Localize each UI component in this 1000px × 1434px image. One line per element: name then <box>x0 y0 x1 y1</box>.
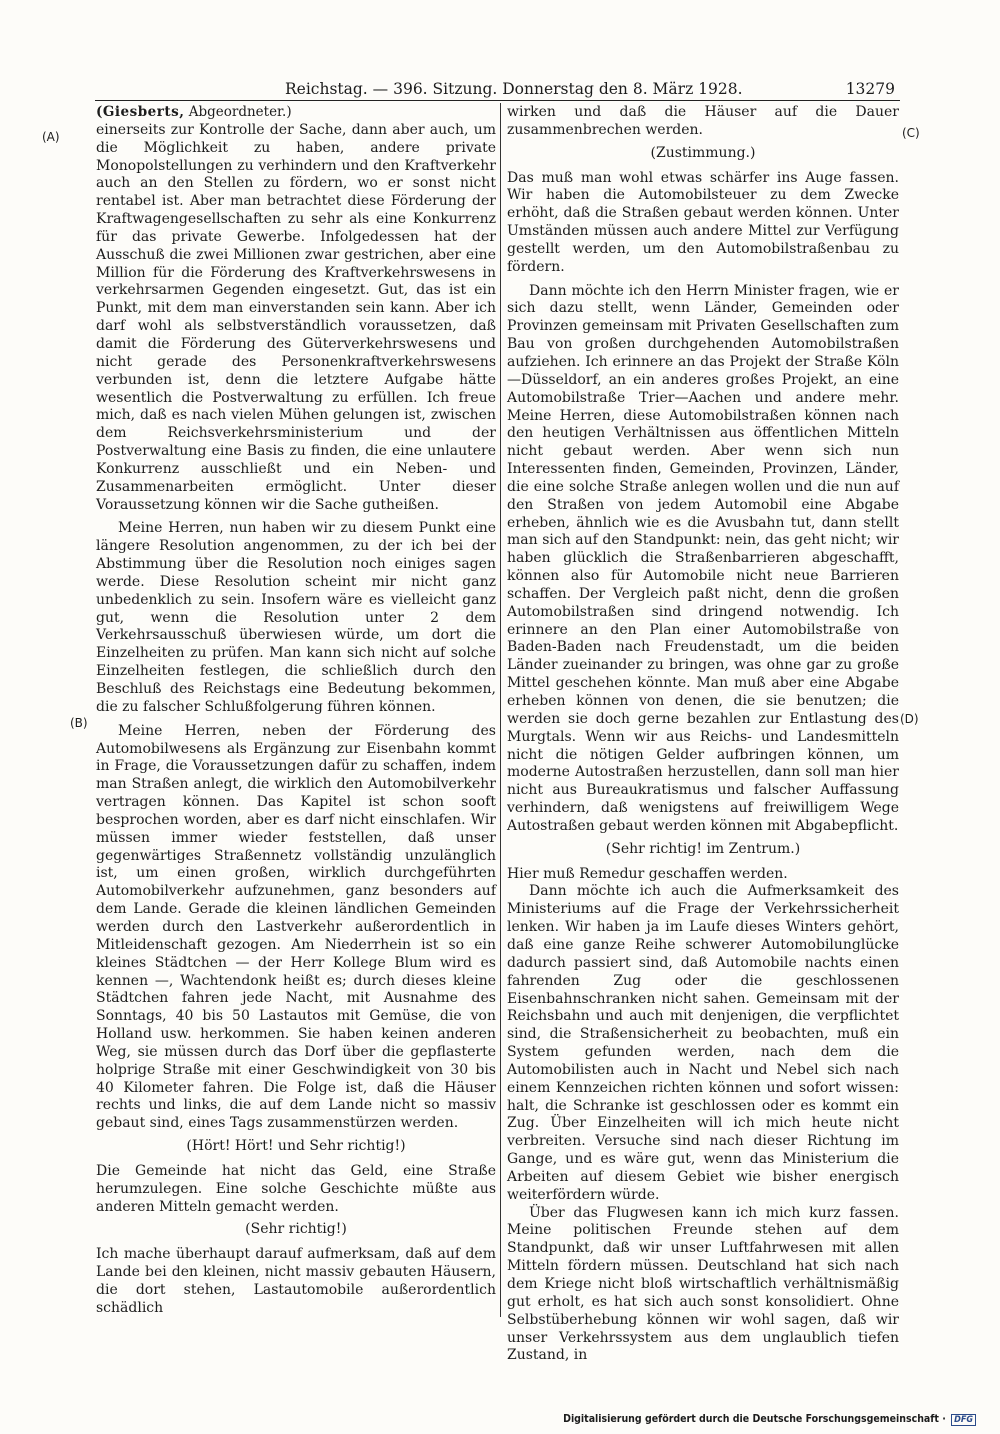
paragraph: Über das Flugwesen kann ich mich kurz fassen. Meine politischen Freunde stehen auf dem Standpunkt, daß wir unser Luftfahrwesen mit allen Mitteln fördern müssen. Deutschland hat sich nach dem Kriege nicht bloß wirtschaftlich verhältnismäßig gut erholt, es hat sich auch sonst konsolidiert. Ohne Selbstüberhebung können wir wohl sagen, daß wir unser Verkehrssystem aus dem unglaublich tiefen Zustand, in <box>507 1204 899 1364</box>
paragraph: Dann möchte ich auch die Aufmerksamkeit des Ministeriums auf die Frage der Verkehrssicherheit lenken. Wir haben ja im Laufe dieses Winters gehört, daß eine ganze Reihe schwerer Automobilunglücke dadurch passiert sind, daß Automobile nachts einen fahrenden Zug oder die geschlossenen Eisenbahnschranken nicht sahen. Gemeinsam mit der Reichsbahn und auch mit denjenigen, die verpflichtet sind, die Straßensicherheit zu beobachten, muß ein System gefunden werden, nach dem die Automobilisten auch in Nacht und Nebel sich nach einem Kennzeichen richten können und sofort wissen: halt, die Schranke ist geschlossen oder es kommt ein Zug. Über Einzelheiten will ich mich heute nicht verbreiten. Versuche sind nach dieser Richtung im Gange, und es wäre gut, wenn das Ministerium die Arbeiten auf diesem Gebiet wie bisher energisch weiterfördern würde. <box>507 883 899 1203</box>
speaker-line <box>96 104 496 122</box>
paragraph: Die Gemeinde hat nicht das Geld, eine Straße herumzulegen. Eine solche Geschichte müßte aus anderen Mitteln gemacht werden. <box>96 1162 496 1215</box>
running-title: Reichstag. — 396. Sitzung. Donnerstag den 8. März 1928. <box>285 80 743 98</box>
page-header <box>95 78 895 100</box>
footer-credit <box>563 1413 976 1426</box>
paragraph: Ich mache überhaupt darauf aufmerksam, daß auf dem Lande bei den kleinen, nicht massiv gebauten Häusern, die dort stehen, Lastautomobile außerordentlich schädlich <box>96 1246 496 1316</box>
interjection: (Zustimmung.) <box>650 144 756 161</box>
margin-marker-a: (A) <box>42 130 60 144</box>
paragraph: einerseits zur Kontrolle der Sache, dann aber auch, um die Möglichkeit zu haben, andere private Monopolstellungen zu verhindern und den Kraftverkehr auch an den Stellen zu fördern, wo er sonst nicht rentabel ist. Aber man betrachtet diese Förderung der Kraftwagengesellschaften zu sehr als eine Konkurrenz für das private Gewerbe. Infolgedessen hat der Ausschuß die zwei Millionen zwar gestrichen, aber eine Million für die Förderung des Kraftverkehrswesens in verkehrsarmen Gegenden eingesetzt. Gut, das ist ein Punkt, mit dem man einverstanden sein kann. Aber ich darf wohl als selbstverständlich voraussetzen, daß damit die Förderung des Güterverkehrswesens und nicht gerade des Personenkraftverkehrswesens verbunden ist, denn die letztere Aufgabe hätte wesentlich die Postverwaltung zu erfüllen. Ich freue mich, daß es nach vielen Mühen gelungen ist, zwischen dem Reichsverkehrsministerium und der Postverwaltung eine Basis zu finden, die eine unlautere Konkurrenz ausschließt und ein Neben- und Zusammenarbeiten ermöglicht. Unter dieser Voraussetzung können wir die Sache gutheißen. <box>96 121 496 513</box>
paragraph: Hier muß Remedur geschaffen werden. <box>507 865 788 882</box>
paragraph: Dann möchte ich den Herrn Minister fragen, wie er sich dazu stellt, wenn Länder, Gemeinden oder Provinzen gemeinsam mit Privaten Gesellschaften zum Bau von großen durchgehenden Automobilstraßen aufziehen. Ich erinnere an das Projekt der Straße Köln—Düsseldorf, an ein anderes großes Projekt, an eine Automobilstraße Trier—Aachen und andere mehr. Meine Herren, diese Automobilstraßen können nach den heutigen Verhältnissen aus öffentlichen Mitteln nicht gebaut werden. Aber wenn sich nun Interessenten finden, Gemeinden, Provinzen, Länder, die eine solche Straße anlegen wollen und die nun auf den Straßen von jedem Automobil eine Abgabe erheben, ähnlich wie es die Avusbahn tut, dann stellt man sich auf den Standpunkt: nein, das geht nicht; wir haben glücklich die Straßenbarrieren abgeschafft, können also für Automobile nicht neue Barrieren schaffen. Der Vergleich paßt nicht, denn die großen Automobilstraßen sind dringend notwendig. Ich erinnere an den Plan einer Automobilstraße von Baden-Baden nach Freudenstadt, um die beiden Länder zueinander zu bringen, was ohne gar zu große Mittel geschehen könnte. Man muß aber eine Abgabe erheben können von denen, die sie benutzen; die werden sie doch gerne bezahlen zur Entlastung des Murgtals. Wenn wir aus Reichs- und Landesmitteln nicht die nötigen Gelder aufbringen können, um moderne Autostraßen herzustellen, dann soll man hier nicht aus Bureaukratismus und falscher Auffassung verhindern, daß wenigstens auf freiwilligem Wege Autostraßen gebaut werden können mit Abgabepflicht. <box>507 282 899 834</box>
paragraph: Meine Herren, nun haben wir zu diesem Punkt eine längere Resolution angenommen, zu der ich bei der Abstimmung über die Resolution noch einiges sagen werde. Diese Resolution scheint mir nicht ganz unbedenklich zu sein. Insofern wäre es vielleicht ganz gut, wenn die Resolution unter 2 dem Verkehrsausschuß überwiesen würde, um dort die Einzelheiten zu prüfen. Man kann sich nicht auf solche Einzelheiten festlegen, die schließlich durch den Beschluß des Reichstags eine Bedeutung bekommen, die zu falscher Schlußfolgerung führen können. <box>96 520 496 715</box>
left-column <box>96 104 496 1318</box>
column-divider <box>500 103 501 1317</box>
paragraph: Das muß man wohl etwas schärfer ins Auge fassen. Wir haben die Automobilsteuer zu dem Zwecke erhöht, daß die Straßen gebaut werden können. Unter Umständen müssen auch andere Mittel zur Verfügung gestellt werden, um den Automobilstraßenbau zu fördern. <box>507 169 899 275</box>
paragraph: Meine Herren, neben der Förderung des Automobilwesens als Ergänzung zur Eisenbahn kommt in Frage, die Voraussetzungen dafür zu schaffen, indem man Straßen anlegt, die wirklich den Automobilverkehr vertragen können. Das Kapitel ist schon sooft besprochen worden, aber es darf nicht einschlafen. Wir müssen immer wieder feststellen, daß unser gegenwärtiges Straßennetz vollständig unzulänglich ist, um einen großen, wirklich durchgeführten Automobilverkehr aufzunehmen, ganz besonders auf dem Lande. Gerade die kleinen ländlichen Gemeinden werden durch den Lastverkehr außerordentlich in Mitleidenschaft gezogen. Am Niederrhein ist so ein kleines Städtchen — der Herr Kollege Blum wird es kennen —, Wachtendonk heißt es; durch dieses kleine Städtchen fahren jede Nacht, mit Ausnahme des Sonntags, 40 bis 50 Lastautos mit Gemüse, die von Holland usw. herkommen. Sie haben keinen anderen Weg, sie müssen durch das Dorf über die gepflasterte holprige Straße mit einer Geschwindigkeit von 30 bis 40 Kilometer fahren. Die Folge ist, daß die Häuser rechts und links, die auf dem Lande nicht so massiv gebaut sind, eines Tags zusammenstürzen werden. <box>96 722 496 1132</box>
interjection: (Hört! Hört! und Sehr richtig!) <box>186 1138 406 1155</box>
footer-text: Digitalisierung gefördert durch die Deutsche Forschungsgemeinschaft · <box>563 1413 946 1425</box>
interjection: (Sehr richtig!) <box>245 1221 347 1238</box>
margin-marker-c: (C) <box>902 126 920 140</box>
margin-marker-b: (B) <box>70 716 88 730</box>
margin-marker-d: (D) <box>900 712 919 726</box>
speaker-name: (Giesberts, <box>96 104 185 120</box>
right-column <box>507 104 899 1365</box>
dfg-logo: DFG <box>951 1414 976 1426</box>
paragraph: wirken und daß die Häuser auf die Dauer zusammenbrechen werden. <box>507 104 899 138</box>
header-rule <box>95 100 900 101</box>
speaker-role: Abgeordneter.) <box>188 104 292 120</box>
interjection: (Sehr richtig! im Zentrum.) <box>605 840 801 857</box>
page-number: 13279 <box>845 80 895 98</box>
